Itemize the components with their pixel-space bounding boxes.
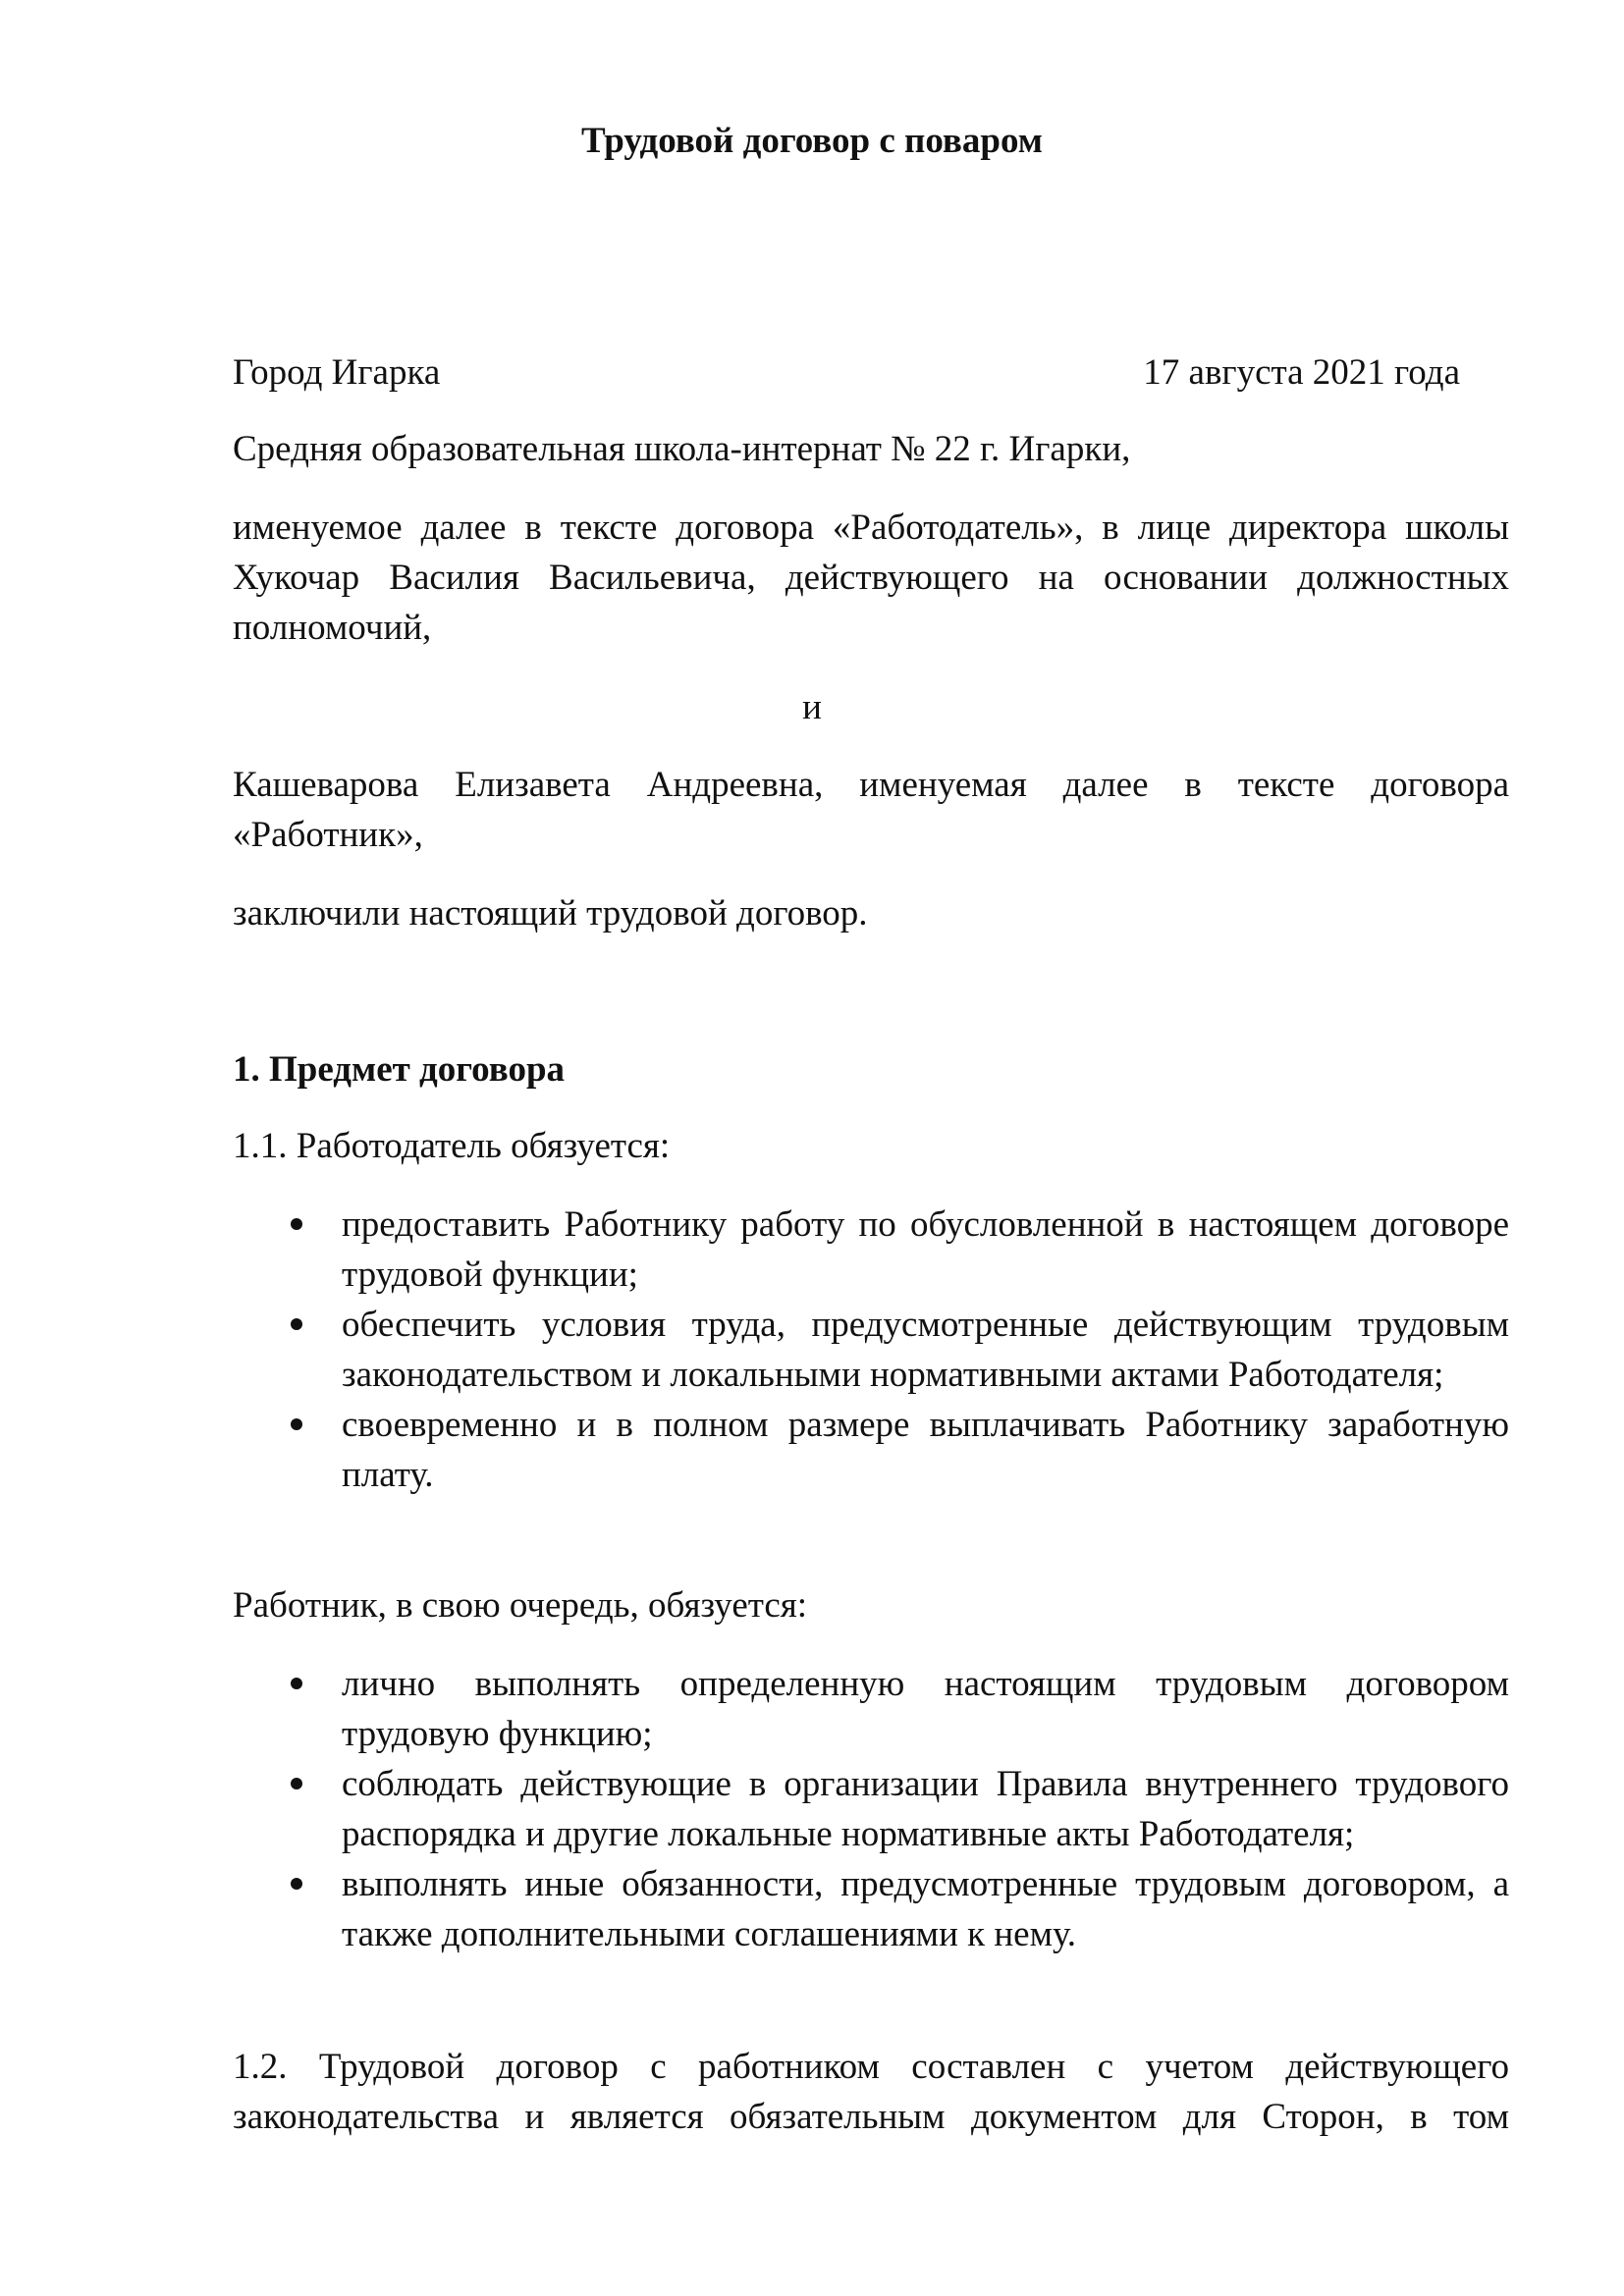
bullet-icon	[291, 1418, 302, 1430]
clause-1-1-intro: 1.1. Работодатель обязуется:	[233, 1126, 671, 1166]
concluded-statement: заключили настоящий трудовой договор.	[233, 893, 868, 934]
section-1-heading: 1. Предмет договора	[233, 1049, 566, 1090]
list-item: выполнять иные обязанности, предусмотренные трудовым договором, а также дополнительными соглашениями к нему.	[233, 1859, 1509, 1959]
list-item: соблюдать действующие в организации Правила внутреннего трудового распорядка и другие локальные нормативные акты Работодателя;	[233, 1759, 1509, 1859]
bullet-icon	[291, 1678, 302, 1689]
list-item: предоставить Работнику работу по обусловленной в настоящем договоре трудовой функции;	[233, 1200, 1509, 1300]
list-item: обеспечить условия труда, предусмотренные действующим трудовым законодательством и локальными нормативными актами Работодателя;	[233, 1300, 1509, 1400]
employer-obligations-list	[233, 1200, 1509, 1500]
clause-1-2: 1.2. Трудовой договор с работником составлен с учетом действующего законодательства и является обязательным документом для Сторон, в том	[233, 2047, 1509, 2137]
bullet-icon	[291, 1778, 302, 1789]
conjunction-and: и	[802, 687, 822, 727]
list-item: своевременно и в полном размере выплачивать Работнику заработную плату.	[233, 1400, 1509, 1500]
bullet-icon	[291, 1878, 302, 1890]
bullet-icon	[291, 1218, 302, 1230]
employer-clause: именуемое далее в тексте договора «Работодатель», в лице директора школы Хукочар Василия Васильевича, действующего на основании должностных полномочий,	[233, 507, 1509, 648]
document-title: Трудовой договор с поваром	[581, 121, 1043, 161]
employee-obligations-intro: Работник, в свою очередь, обязуется:	[233, 1585, 808, 1626]
employee-obligations-list	[233, 1659, 1509, 1959]
bullet-icon	[291, 1318, 302, 1330]
list-item: лично выполнять определенную настоящим трудовым договором трудовую функцию;	[233, 1659, 1509, 1759]
place-date-line	[233, 347, 1460, 398]
employer-organization: Средняя образовательная школа-интернат № 22 г. Игарки,	[233, 429, 1131, 469]
employee-clause: Кашеварова Елизавета Андреевна, именуемая далее в тексте договора «Работник»,	[233, 765, 1509, 855]
contract-date: 17 августа 2021 года	[1143, 352, 1460, 393]
city: Город Игарка	[233, 352, 441, 393]
